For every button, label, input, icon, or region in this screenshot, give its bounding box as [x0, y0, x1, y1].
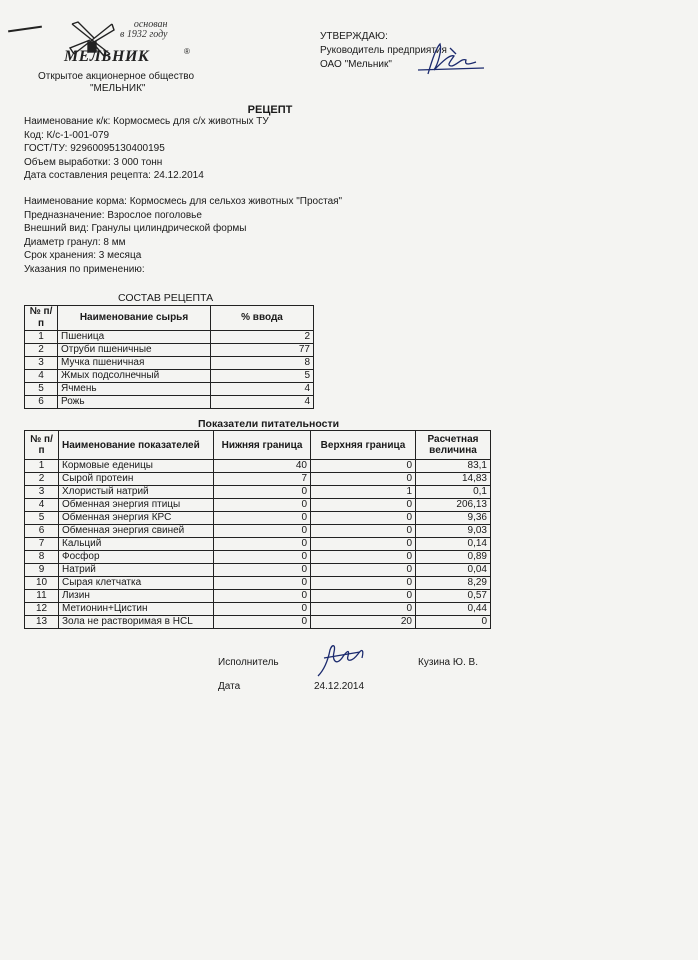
upper-bound: 0 [311, 564, 416, 577]
row-number: 10 [25, 577, 59, 590]
lower-bound: 0 [214, 486, 311, 499]
row-number: 8 [25, 551, 59, 564]
upper-bound: 0 [311, 603, 416, 616]
ingredient-percent: 2 [211, 331, 314, 344]
indicator-name: Обменная энергия свиней [59, 525, 214, 538]
ingredient-name: Пшеница [58, 331, 211, 344]
upper-bound: 0 [311, 590, 416, 603]
row-number: 4 [25, 370, 58, 383]
composition-title: СОСТАВ РЕЦЕПТА [118, 292, 214, 304]
indicator-name: Хлористый натрий [59, 486, 214, 499]
indicator-name: Обменная энергия КРС [59, 512, 214, 525]
upper-bound: 0 [311, 460, 416, 473]
lower-bound: 0 [214, 616, 311, 629]
ingredient-percent: 4 [211, 396, 314, 409]
column-header: % ввода [211, 306, 314, 331]
calculated-value: 206,13 [416, 499, 491, 512]
table-row [25, 396, 314, 409]
indicator-name: Обменная энергия птицы [59, 499, 214, 512]
info-line: Указания по применению: [24, 263, 145, 275]
lower-bound: 0 [214, 512, 311, 525]
lower-bound: 0 [214, 525, 311, 538]
row-number: 7 [25, 538, 59, 551]
ingredient-name: Рожь [58, 396, 211, 409]
info-line: Предназначение: Взрослое поголовье [24, 209, 202, 221]
indicator-name: Лизин [59, 590, 214, 603]
table-row [25, 551, 491, 564]
calculated-value: 14,83 [416, 473, 491, 486]
upper-bound: 20 [311, 616, 416, 629]
info-line: Наименование корма: Кормосмесь для сельхоз животных "Простая" [24, 196, 343, 207]
row-number: 6 [25, 525, 59, 538]
column-header: № п/п [25, 431, 59, 460]
table-row [25, 512, 491, 525]
row-number: 9 [25, 564, 59, 577]
ingredient-name: Отруби пшеничные [58, 344, 211, 357]
table-row [25, 473, 491, 486]
indicator-name: Метионин+Цистин [59, 603, 214, 616]
calculated-value: 83,1 [416, 460, 491, 473]
upper-bound: 0 [311, 512, 416, 525]
table-row [25, 616, 491, 629]
calculated-value: 0,89 [416, 551, 491, 564]
table-row [25, 383, 314, 396]
company-logo [62, 20, 202, 70]
table-row [25, 577, 491, 590]
calculated-value: 0,57 [416, 590, 491, 603]
table-row [25, 357, 314, 370]
table-row [25, 331, 314, 344]
ingredient-name: Ячмень [58, 383, 211, 396]
recipe-info [24, 115, 269, 183]
ingredient-percent: 5 [211, 370, 314, 383]
upper-bound: 0 [311, 577, 416, 590]
executor-signature [314, 640, 384, 680]
lower-bound: 0 [214, 499, 311, 512]
row-number: 12 [25, 603, 59, 616]
row-number: 3 [25, 357, 58, 370]
row-number: 13 [25, 616, 59, 629]
date-value: 24.12.2014 [314, 681, 365, 692]
logo-registered-mark: ® [184, 47, 190, 56]
column-header: Нижняя граница [214, 431, 311, 460]
calculated-value: 0,44 [416, 603, 491, 616]
row-number: 1 [25, 331, 58, 344]
row-number: 4 [25, 499, 59, 512]
table-row [25, 460, 491, 473]
column-header: Расчетная величина [416, 431, 491, 460]
logo-name: МЕЛЬНИК [64, 48, 150, 65]
lower-bound: 0 [214, 603, 311, 616]
row-number: 2 [25, 344, 58, 357]
table-row [25, 603, 491, 616]
info-line: Срок хранения: 3 месяца [24, 250, 142, 261]
table-row [25, 525, 491, 538]
indicator-name: Зола не растворимая в HCL [59, 616, 214, 629]
ingredient-name: Жмых подсолнечный [58, 370, 211, 383]
lower-bound: 0 [214, 564, 311, 577]
approval-position: Руководитель предприятия [320, 45, 447, 56]
lower-bound: 0 [214, 538, 311, 551]
row-number: 6 [25, 396, 58, 409]
table-row [25, 538, 491, 551]
upper-bound: 0 [311, 473, 416, 486]
info-line: ГОСТ/ТУ: 92960095130400195 [24, 143, 165, 154]
row-number: 2 [25, 473, 59, 486]
org-type: Открытое акционерное общество [38, 71, 195, 82]
upper-bound: 0 [311, 499, 416, 512]
row-number: 3 [25, 486, 59, 499]
composition-table [24, 305, 314, 409]
table-row [25, 590, 491, 603]
column-header: Наименование показателей [59, 431, 214, 460]
ingredient-percent: 77 [211, 344, 314, 357]
calculated-value: 0,1 [416, 486, 491, 499]
document-title: РЕЦЕПТ [247, 104, 293, 116]
row-number: 5 [25, 383, 58, 396]
indicator-name: Кормовые еденицы [59, 460, 214, 473]
upper-bound: 0 [311, 538, 416, 551]
info-line: Объем выработки: 3 000 тонн [24, 156, 163, 168]
calculated-value: 9,03 [416, 525, 491, 538]
feed-info [24, 195, 342, 276]
calculated-value: 0 [416, 616, 491, 629]
executor-name: Кузина Ю. В. [418, 657, 478, 668]
calculated-value: 0,04 [416, 564, 491, 577]
calculated-value: 9,36 [416, 512, 491, 525]
info-line: Наименование к/к: Кормосмесь для с/х животных ТУ [24, 116, 269, 127]
table-row [25, 564, 491, 577]
lower-bound: 0 [214, 590, 311, 603]
calculated-value: 8,29 [416, 577, 491, 590]
lower-bound: 40 [214, 460, 311, 473]
table-header-row [25, 431, 491, 460]
date-label: Дата [218, 681, 241, 692]
column-header: № п/п [25, 306, 58, 331]
row-number: 1 [25, 460, 59, 473]
lower-bound: 0 [214, 551, 311, 564]
table-row [25, 344, 314, 357]
lower-bound: 7 [214, 473, 311, 486]
corner-pen-mark [8, 26, 42, 33]
calculated-value: 0,14 [416, 538, 491, 551]
column-header: Верхняя граница [311, 431, 416, 460]
indicator-name: Фосфор [59, 551, 214, 564]
indicator-name: Кальций [59, 538, 214, 551]
row-number: 11 [25, 590, 59, 603]
approval-company: ОАО "Мельник" [320, 59, 392, 70]
info-line: Код: К/с-1-001-079 [24, 129, 110, 141]
indicator-name: Сырой протеин [59, 473, 214, 486]
row-number: 5 [25, 512, 59, 525]
table-row [25, 370, 314, 383]
logo-founded-text: основан в 1932 году [120, 19, 168, 40]
executor-label: Исполнитель [218, 657, 279, 668]
lower-bound: 0 [214, 577, 311, 590]
indicator-name: Сырая клетчатка [59, 577, 214, 590]
ingredient-name: Мучка пшеничная [58, 357, 211, 370]
table-header-row [25, 306, 314, 331]
info-line: Диаметр гранул: 8 мм [24, 236, 126, 248]
table-row [25, 499, 491, 512]
ingredient-percent: 8 [211, 357, 314, 370]
upper-bound: 1 [311, 486, 416, 499]
ingredient-percent: 4 [211, 383, 314, 396]
upper-bound: 0 [311, 551, 416, 564]
info-line: Внешний вид: Гранулы цилиндрической формы [24, 223, 247, 234]
column-header: Наименование сырья [58, 306, 211, 331]
nutrition-table [24, 430, 491, 629]
upper-bound: 0 [311, 525, 416, 538]
indicator-name: Натрий [59, 564, 214, 577]
director-signature [410, 40, 490, 80]
approval-heading: УТВЕРЖДАЮ: [320, 31, 388, 42]
table-row [25, 486, 491, 499]
info-line: Дата составления рецепта: 24.12.2014 [24, 170, 204, 181]
org-name: "МЕЛЬНИК" [90, 83, 146, 94]
nutrition-title: Показатели питательности [198, 418, 340, 430]
